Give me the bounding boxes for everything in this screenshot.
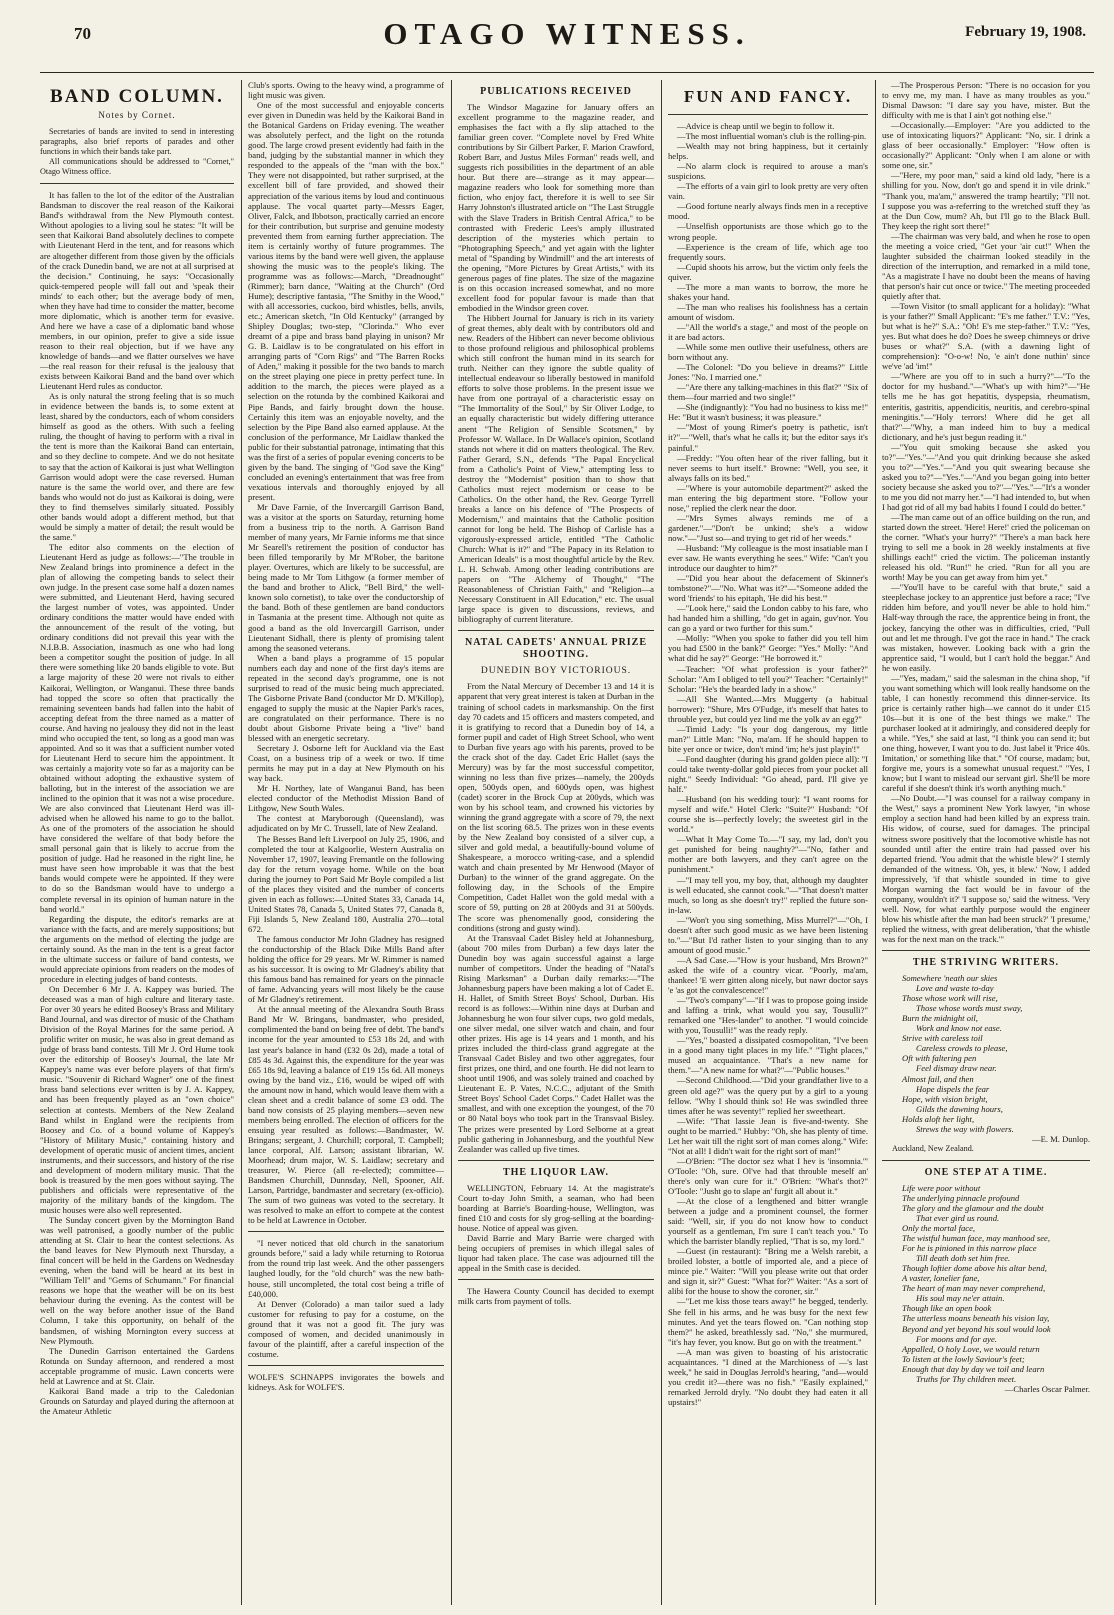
paragraph: The famous conductor Mr John Gladney has resigned the conductorship of the Black Dike Mills Band after holding the office for 29 years. Mr W. Rimmer is named as his successor. It is owing to Mr Gladney's ability that this famous band has remained for years on the pinnacle of fame. Advancing years will most likely be the cause of Mr Gladney's retirement. bbox=[248, 933, 444, 1005]
poem-line: Those whose words must sway, bbox=[916, 1003, 1023, 1014]
poem-line: The heart of man may never comprehend, bbox=[902, 1283, 1046, 1294]
joke: —"Are there any talking-machines in this flat?" "Six of them—four married and two single!" bbox=[668, 382, 868, 403]
joke: —Second Childhood.—"Did your grandfather live to a green old age?" was the query put by a girl to a young fellow. "Why I should think so! He was swindled three times after he was seventy!" replied her sweetheart. bbox=[668, 1075, 868, 1116]
joke: —A Sad Case.—"How is your husband, Mrs Brown?" asked the wife of a country vicar. "Poorly, ma'am, thankee! 'E werr gitten along nicely, but nawr doctor says 'e 'as got the convalescence!" bbox=[668, 954, 868, 996]
divider bbox=[458, 1279, 654, 1280]
newspaper-title: OTAGO WITNESS. bbox=[383, 16, 751, 51]
joke: —"Where is your automobile department?" asked the man entering the big department store. "Follow your nose," replied the clerk near the door. bbox=[668, 482, 868, 513]
joke: —Occasionally.—Employer: "Are you addicted to the use of intoxicating liquors?" Applicant: "No, sir. I drink a glass of beer occasionally." Employer: "How often is occasionally?" Applicant: "Only when I am alone or with some one, sir." bbox=[882, 120, 1090, 171]
divider bbox=[882, 1160, 1090, 1161]
column-rule bbox=[451, 80, 452, 1605]
paragraph: At the Transvaal Cadet Bisley held at Johannesburg, (about 700 miles from Durban) a few days later the Dunedin boy was again successful against a large number of competitors. Under the heading of "Natal's Rising Marksman" a Durban daily remarks:—"The Johannesburg papers have been making a lot of Cadet E. H. Hallet, of Smith Street Boys' School, Durban. His record is as follows:—Within nine days at Durban and Johannesburg he won four silver cups, two gold medals, one silver medal, one silver watch and chain, and four other prizes. His age is 14 years and 1 month, and his prizes included the third-class grand aggregate at the Transvaal Cadet Bisley and two other aggregates, four first prizes, one third, and one fourth. He did not learn to shoot until 1906, and was solely trained and coached by Lieutenant E. P. Vates, N.C.C., adjutant of the Smith Street Boys' School Cadet Corps." Cadet Hallet was the smallest, and with one exception the youngest, of the 70 or 80 Natal boys who took part in the Transvaal Bisley. The prizes were presented by Lord Selborne at a great public gathering in Johannesburg, and the youthful New Zealander was called up five times. bbox=[458, 932, 654, 1154]
joke: —Freddy: "You often hear of the river falling, but it never seems to hurt itself." Browne: "Well, you see, it always falls on its bed." bbox=[668, 452, 868, 483]
joke: —At the close of a lengthened and bitter wrangle between a judge and a prominent counsel, the former said: "Well, sir, if you do not know how to conduct yourself as a gentleman, I'm sure I can't teach you." To which the barrister blandly replied, "That is so, my lord." bbox=[668, 1196, 868, 1247]
masthead bbox=[40, 10, 1094, 73]
poem-line: Appalled, O holy Love, we would return bbox=[902, 1343, 1040, 1354]
joke: —"Yes," boasted a dissipated cosmopolitan, "I've been in a good many tight places in my life." "Tight places," mused an acquaintance. "That's a new name for them."—"A new name for what?"—"Public houses." bbox=[668, 1035, 868, 1076]
paragraph: As is only natural the strong feeling that is so much in evidence between the bands is, to some extent at least, shared by the conductors, each of whom considers himself as good as the others. With such a feeling ruling, the thought of having to perform with a rival in the tent is more than the Kaikorai Band can entertain, and so they decline to compete. And we do not hesitate to say that the action of Kaikorai is just what Wellington Garrison would adopt were the case reversed. Human nature is the same the world over, and there are few bands who would not do just as Kaikorai is doing, were they to find themselves similarly situated. Possibly other bands would adopt a different method, but that would be simply a matter of detail; the result would be the same." bbox=[40, 391, 234, 542]
columns-container bbox=[40, 80, 1094, 1605]
joke: —Advice is cheap until we begin to follow it. bbox=[677, 121, 835, 131]
column-rule bbox=[241, 80, 242, 1605]
one-step-heading: ONE STEP AT A TIME. bbox=[924, 1166, 1048, 1178]
paragraph: Mr H. Northey, late of Wanganui Band, has been elected conductor of the Methodist Mission Band of Lithgow, New South Wales. bbox=[248, 783, 444, 814]
joke: —The man came out of an office building on the run, and started down the street. 'Here! Here!' cried the policeman on the corner. "What's your hurry?" "There's a man back here trying to sell me a book in 28 weekly instalments at five shillings each!" cried the victim. The policeman instantly released his old. "Run!" he cried. "Run for all you are worth! May be you can get away from him yet." bbox=[882, 512, 1090, 583]
poem-line: Though like an open book bbox=[902, 1303, 992, 1314]
column-rule bbox=[661, 80, 662, 1605]
poem-line: Strews the way with flowers. bbox=[916, 1123, 1014, 1134]
poem-line: Somewhere 'neath our skies bbox=[902, 973, 998, 984]
joke: —The chairman was very bald, and when he rose to open the meeting a voice cried, "Get your 'air cut!" When the laughter subsided the chairman looked steadily in the direction of the interruption, and remarked in a mild tone, "As a magistrate I have no doubt been the means of having that person's hair cut once or twice." The meeting proceeded quietly after that. bbox=[882, 230, 1090, 301]
joke: —Husband: "My colleague is the most insatiable man I ever saw. He wants everything he sees." Wife: "Can't you introduce our daughter to him?" bbox=[668, 542, 868, 574]
poem-line: Though loftier dome above his altar bend, bbox=[902, 1263, 1047, 1274]
paragraph: The Sunday concert given by the Mornington Band was well patronised, a goodly number of the public attending at St. Clair to hear the contest selections. As the band leaves for New Plymouth next Thursday, a final concert will be held in the Gardens on Wednesday evening, when the band will be heard at its best in "William Tell" and "Gems of Schumann." For financial reasons we hope that the weather will be on its best behaviour during the evening. As the contest will be well on the way before another issue of the Band Column, I take this opportunity, on behalf of the bandsmen, of wishing Mornington every success at New Plymouth. bbox=[40, 1215, 234, 1346]
joke: —Fond daughter (during his grand golden piece all): "I could take twenty-dollar gold pieces from your pocket all night." Seedy Individual: "Go ahead, pard. I'll give ye half." bbox=[668, 753, 868, 795]
joke: —Experience is the cream of life, which age too frequently sours. bbox=[668, 241, 868, 262]
joke: —The Prosperous Person: "There is no occasion for you to envy me, my man. I have as many troubles as you." Dismal Dawson: "I dare say you have, mister. But the difficulty with me is that I ain't got nothing else." bbox=[882, 80, 1090, 121]
divider bbox=[458, 1160, 654, 1161]
paragraph: On December 6 Mr J. A. Kappey was buried. The deceased was a man of high culture and literary taste. For over 30 years he edited Boosey's Brass and Military Band Journal, and was director of music of the Chatham Division of the Royal Marines for the same period. A prolific writer on music, he was also in great demand as judge of brass band contests. Till Mr J. Ord Hume took over the editorship of Boosey's Journal, the late Mr Kappey's name was ever before players of that firm's music. "Souvenir di Richard Wagner" one of the finest brass band selections ever written is by J. A. Kappey, and has been frequently played as an "own choice" selection at contests. Members of the New Zealand Band whilst in England were the recipients from Boosey and Co. of a bound volume of Kappey's "History of Military Music," containing history and development of operatic music of ancient times, ancient instruments, and their successors, and history of the rise and development of modern military music. That the book is treasured by the men goes without saying. The publishers and officials were representative of the majority of the military bands of the kingdom. The music houses were also well represented. bbox=[40, 983, 234, 1215]
natal-cadets-heading: NATAL CADETS' ANNUAL PRIZE SHOOTING. bbox=[464, 637, 648, 661]
poem-line: For moons and for aye. bbox=[916, 1333, 997, 1344]
poem-line: Truths for Thy children meet. bbox=[916, 1373, 1017, 1384]
column-fun-continued bbox=[882, 80, 1090, 1605]
poem-line: To listen at the lowly Saviour's feet; bbox=[902, 1353, 1025, 1364]
poem-line: Feel dismay draw near. bbox=[916, 1063, 997, 1074]
page-number: 70 bbox=[74, 24, 91, 43]
joke: —No Doubt.—"I was counsel for a railway company in the West," says a prominent New York lawyer, "in whose employ a section hand had been killed by an express train. His widow, of course, sued for damages. The principal witness swore positively that the locomotive whistle has not sounded until after the entire train had passed over his departed friend. 'You admit that the whistle blew?' I sternly demanded of the witness. 'Oh, yes, it blew.' 'Now, I added impressively, 'if that whistle sounded in time to give Morgan warning the fact would be in favour of the company, wouldn't it?' 'I suppose so,' said the witness. 'Very well. Now, for what earthly purpose would the engineer blow his whistle after the man had been struck?' 'I presume,' replied the witness, with great deliberation, 'that the whistle was for the next man on the track.'" bbox=[882, 793, 1090, 944]
poem-line: Till death doth set him free. bbox=[916, 1253, 1011, 1264]
joke: —"All the world's a stage," and most of the people on it are bad actors. bbox=[668, 321, 868, 342]
paragraph: Secretary J. Osborne left for Auckland via the East Coast, on a business trip of a week or two. If time permits he may put in a day at New Plymouth on his way back. bbox=[248, 743, 444, 784]
joke: —Unselfish opportunists are those which go to the wrong people. bbox=[668, 221, 868, 242]
joke: —No alarm clock is required to arouse a man's suspicions. bbox=[668, 161, 868, 182]
joke: —Teacher: "Of what profession is your father?" Scholar: "Am I obliged to tell you?" Teacher: "Certainly!" Scholar: "He's the bearded lady in a show." bbox=[668, 663, 868, 694]
poem-line: Oft with faltering pen bbox=[902, 1053, 977, 1064]
band-intro: Secretaries of bands are invited to send in interesting paragraphs, also brief reports of parades and other functions in which their bands take part. bbox=[40, 127, 234, 157]
column-publications bbox=[458, 80, 654, 1605]
joke: —Wife: "That lassie Jean is five-and-twenty. She ought to be married." Hubby: "Oh, she has plenty of time. Let her wait till the right sort of man comes along." Wife: "Not at all! I didn't wait for the right sort of man!" bbox=[668, 1115, 868, 1156]
joke: —Timid Lady: "Is your dog dangerous, my little man?" Little Man: "No, ma'am. If he should happen to bite yer once or twice, don't mind 'im; he's just playin'!" bbox=[668, 723, 868, 754]
joke: —Husband (on his wedding tour): "I want rooms for myself and wife." Hotel Clerk: "Suite?" Husband: "Of course she is—perfectly lovely; the sweetest girl in the world." bbox=[668, 794, 868, 835]
poem-line: Holds aloft her light, bbox=[902, 1113, 975, 1124]
fun-and-fancy-heading: FUN AND FANCY. bbox=[683, 87, 853, 106]
advertisement: WOLFE'S SCHNAPPS invigorates the bowels and kidneys. Ask for WOLFE'S. bbox=[248, 1371, 444, 1392]
poem-line: Gilds the dawning hours, bbox=[916, 1103, 1003, 1114]
paragraph: Mr Dave Farnie, of the Invercargill Garrison Band, was a visitor at the sports on Saturday, returning home from a business trip to the north. A Garrison Band member of many years, Mr Farnie informs me that since Mr Searell's retirement the position of conductor has been filled temporarily by Mr M'Rober, the baritone player. Overtures, which are likely to be successful, are being made to Mr Tom Lithgow (a former member of the band and brother to Alick, "Bell Bird," the well-known solo cornetist), to take over the conductorship of the band. Both of these gentlemen are band conductors in Tasmania at the present time. Although not quite as good a band as the old Invercargill Garrison, under Lieutenant Sidhall, there is plenty of promising talent among the seasoned veterans. bbox=[248, 501, 444, 653]
joke: —Wealth may not bring happiness, but it certainly helps. bbox=[668, 141, 868, 162]
paragraph: The contest at Maryborough (Queensland), was adjudicated on by Mr C. Trussell, late of New Zealand. bbox=[248, 813, 444, 834]
poem-place: Auckland, New Zealand. bbox=[892, 1143, 974, 1153]
joke: —Good fortune nearly always finds men in a receptive mood. bbox=[668, 201, 868, 222]
joke: —Molly: "When you spoke to father did you tell him you had £500 in the bank?" George: "Yes." Molly: "And what did he say?" George: "He borrowed it." bbox=[668, 633, 868, 664]
joke: —"Look here," said the London cabby to his fare, who had handed him a shilling, "do get in again, guv'nor. You can go a yard or two further for this sum." bbox=[668, 603, 868, 634]
paragraph: The Hibbert Journal for January is rich in its variety of great themes, ably dealt with by contributors old and new. Readers of the Hibbert can never become oblivious to those profound religious and philosophical problems which still confront the human mind in its search for truth. Neither can they ignore the subtle quality of intellectual endeavour so liberally bestowed in manifold efforts to solve those problems. In the present issue we have from one portrayal of a characteristic essay on "The Immortality of the Soul," by Sir Oliver Lodge, to an equally characteristic but widely differing utterance anent "The Religion of Sensible Scotsmen," by Professor W. Wallace. In Dr Wallace's opinion, Scotland stands not where it did on matters theological. The Rev. Father Gerard, S.N., defends "The Papal Encyclical from a Catholic's Point of View," attempting less to destroy the "Modernist" position than to show that Catholics must reject modernism or cease to be Catholics. On the other hand, the Rev. George Tyrrell breaks a lance on his defence of "The Prospects of Modernism," and maintains that the Catholic position cannot for long be held. The Bishop of Carlisle has a vigorously-expressed article, entitled "The Catholic Church: What is it?" and "The Papacy in its Relation to American Ideals" is a most thoughtful article by the Rev. L. H. Schwab. Among other leading contributions are papers on "The Alchemy of Thought," "The Reasonableness of Christian Faith," and "Religion—a Necessary Constituent in All Education," etc. The usual large space is given to discussions, reviews, and bibliography of current literature. bbox=[458, 312, 654, 625]
paragraph: The Dunedin Garrison entertained the Gardens Rotunda on Sunday afternoon, and rendered a most acceptable programme of music. Lawn concerts were held at Lawrence and at St. Clair. bbox=[40, 1345, 234, 1386]
joke: —"Two's company"—"If I was to propose going inside and laffing a trink, what would you say, Tousulli?" remarked one "Hes-lander" to another. "I would coincide with you, Tousulli!" was the ready reply. bbox=[668, 995, 868, 1036]
paragraph: Regarding the dispute, the editor's remarks are at variance with the facts, and are merely suppositions; but the arguments on the method of electing the judge are certainly sound. As the man in the tent is a great factor in the ultimate success or failure of band contests, we would appreciate opinions from readers on the modes of procedure in electing judges of band contests. bbox=[40, 913, 234, 984]
paragraph: The Hawera County Council has decided to exempt milk carts from payment of tolls. bbox=[458, 1286, 654, 1307]
joke: —The more a man wants to borrow, the more he shakes your hand. bbox=[668, 281, 868, 302]
band-intro-2: All communications should be addressed to "Cornet," Otago Witness office. bbox=[40, 157, 234, 177]
poem-line: The underlying pinnacle profound bbox=[902, 1192, 1020, 1203]
joke: —She (indignantly): "You had no business to kiss me!" He: "But it wasn't business; it was pleasure." bbox=[668, 402, 868, 423]
joke: —"I may tell you, my boy, that, although my daughter is well educated, she cannot cook."—"That doesn't matter much, so long as she doesn't try!" replied the future son-in-law. bbox=[668, 874, 868, 915]
poem-line: The utterless moans beneath his vision lay, bbox=[902, 1313, 1050, 1324]
joke: —"Yes, madam," said the salesman in the china shop, "if you want something which will look really handsome on the table, I can honestly recommend this dinner-service. Its price is certainly rather high—we cannot do it under £15 10s—but it is one of the best things we make." The purchaser looked at it admiringly, and considered deeply for a while. "Yes," she said at last, "I think you can send it; but one thing, however, I want you to do. Just label it 'Price 40s. Imitation,' or something like that." "Of course, madam; but, forgive me, yours is a somewhat unusual request." "Yes, I know; but I want to mislead our servant girl. She'll be more careful if she doesn't think it's worth anything much." bbox=[882, 672, 1090, 794]
joke: —"Most of young Rimer's poetry is pathetic, isn't it?"—"Well, that's what he calls it; but the editor says it's painful." bbox=[668, 422, 868, 453]
paragraph: WELLINGTON, February 14. At the magistrate's Court to-day John Smith, a seaman, who had been boarding at Barrie's Boarding-house, Wellington, was fined £10 and costs for sly grog-selling at the boarding-house. Notice of appeal was given. bbox=[458, 1182, 654, 1233]
paragraph: At Denver (Colorado) a man tailor sued a lady customer for refusing to pay for a costume, on the ground that it was not a good fit. The jury was composed of women, and decided unanimously in favour of the plaintiff, after a careful inspection of the costume. bbox=[248, 1298, 444, 1359]
paragraph: Kaikorai Band made a trip to the Caledonian Grounds on Saturday and played during the afternoon at the Amateur Athletic bbox=[40, 1385, 234, 1416]
natal-cadets-subheading: DUNEDIN BOY VICTORIOUS. bbox=[480, 666, 632, 677]
joke: —Town Visitor (to small applicant for a holiday): "What is your father?" Small Applicant: "E's me father." T.V.: "Yes, but what is he?" S.A.: "Oh! E's me step-father." T.V.: "Yes, yes. But what does he do? Does he sweep chimneys or drive buses or what?" S.A. (with a dawning light of comprehension): "O-o-w! No, 'e ain't done nuthin' since we've 'ad 'im!" bbox=[882, 301, 1090, 372]
joke: —While some men outlive their usefulness, others are born without any. bbox=[668, 342, 868, 363]
joke: —"Did you hear about the defacement of Skinner's tombstone?"—"No. What was it?"—"Someone added the word 'friends' to his epitaph, 'He did his best.'" bbox=[668, 573, 868, 604]
paragraph: "I never noticed that old church in the sanatorium grounds before," said a lady while returning to Rotorua from the round trip last week. And the other passengers laughed loudly, for the "old church" was the new bath-house, still uncompleted, the total cost being a trifle of £40,000. bbox=[248, 1238, 444, 1299]
joke: —"Mrs Symes always reminds me of a gardener."—"Don't be unkind; she's a widow now."—"Just so—and trying to get rid of her weeds." bbox=[668, 512, 868, 543]
divider bbox=[668, 114, 868, 115]
poem-line: Hope dispels the fear bbox=[916, 1083, 990, 1094]
joke: —O'Brien: "The doctor sez what I hev is 'insomnia.'" O'Toole: "Oh, sure. Ol've had that throuble meself an' there's only wan cure for it." O'Brien: "What's thot?" O'Toole: "Jusht go to slape an' furgit all about it." bbox=[668, 1155, 868, 1196]
joke: —"You quit smoking because she asked you to?"—"Yes."—"And you quit drinking because she asked you to?"—"Yes."—"And you quit swearing because she asked you to?"—"Yes."—"And you began going into better society because she asked you to?"—"Yes."—"It's a wonder to me you did not marry her."—"I had intended to, but when I had got rid of all my bad habits I found I could do better." bbox=[882, 441, 1090, 512]
column-band bbox=[40, 80, 234, 1605]
paragraph: From the Natal Mercury of December 13 and 14 it is apparent that very great interest is taken at Durban in the training of school cadets in marksmanship. On the first day 70 cadets and 15 officers and masters competed, and it is gratifying to record that a Dunedin boy of 14, a former pupil and cadet of High Street School, who went to Durban five years ago with his parents, proved to be the crack shot of the day. Cadet Eric Hallet (says the Mercury) was by far the most successful competitor, winning no less than five prizes—namely, the 200yds open, 500yds open, and 600yds open, was highest (cadet) scorer in the Brock Cup at 200yds, which was won by his school team, and crowned his victories by winning the grand aggregate with a score of 79, the next on the list scoring 68.5. The prizes won in these events by the New Zealand boy consisted of a silver cup, a silver and gold medal, a beautifully-bound volume of Shakespeare, a morocco writing-case, and a splendid watch and chain presented by Mr Henwood (Mayor of Durban) to the winner of the grand aggregate. On the following day, in the Schools of the Empire Competition, Cadet Hallet won the gold medal with a score of 59, putting on 28 at 200yds and 31 at 500yds. The score was phenomenally good, considering the conditions (strong and gusty wind). bbox=[458, 681, 654, 933]
column-fun-and-fancy bbox=[668, 80, 868, 1605]
liquor-law-heading: THE LIQUOR LAW. bbox=[502, 1166, 610, 1178]
paragraph: When a band plays a programme of 15 popular numbers each day and none of the first day's items are repeated in the second day's programme, one is not surprised to read of the music being much appreciated. The Gisborne Private Band (conductor Mr D. M'Killop), engaged to supply the music at the Napier Park's races, are congratulated on their performance. There is no doubt about Gisborne Private being a "live" band blessed with an energetic secretary. bbox=[248, 652, 444, 744]
poem-line: That ever gird us round. bbox=[916, 1213, 1000, 1224]
band-column-heading: BAND COLUMN. bbox=[50, 86, 224, 107]
poem-signature: —Charles Oscar Palmer. bbox=[1004, 1383, 1090, 1394]
column-rule bbox=[875, 80, 876, 1605]
paragraph: It has fallen to the lot of the editor of the Australian Bandsman to discover the real reason of the Kaikorai Band's withdrawal from the New Plymouth contest. Without apologies to a living soul he states: "It will be seen that Kaikorai Band absolutely declines to compete with Lieutenant Herd in the tent, and for reasons which are altogether different from those given by the officials of the crack Dunedin band, we are not at all surprised at the decision." Continuing, he says: "Occasionally quick-tempered people will fall out and 'speak their minds' to each other; but the average body of men, when they have had time to consider the matter, become more diplomatic, which is another term for evasive. And here we have a case of a diplomatic band whose members, in our opinion, prefer to give a side issue reason to their real objection, but if we have any knowledge of bands—and we flatter ourselves we have—the real reason for their refusal is the jealousy that exists between Kaikorai Band and the band over which Lieutenant Herd rules as conductor. bbox=[40, 190, 234, 392]
paragraph: David Barrie and Mary Barrie were charged with being occupiers of premises in which illegal sales of liquor had taken place. The case was adjourned till the appeal in the Smith case is decided. bbox=[458, 1232, 654, 1274]
joke: —Guest (in restaurant): "Bring me a Welsh rarebit, a broiled lobster, a bottle of imported ale, and a piece of mince pie." Waiter: "Will you please write out that order and sign it, sir?" Guest: "What for?" Waiter: "As a sort of alibi for the house to show the coroner, sir." bbox=[668, 1246, 868, 1297]
joke: —The most influential woman's club is the rolling-pin. bbox=[677, 131, 867, 142]
poem-line: Burn the midnight oil, bbox=[902, 1013, 978, 1024]
divider bbox=[458, 630, 654, 631]
joke: —The Colonel: "Do you believe in dreams?" Little Jones: "No. I married one." bbox=[668, 362, 868, 383]
joke: —The man who realises his foolishness has a certain amount of wisdom. bbox=[668, 301, 868, 322]
publications-heading: PUBLICATIONS RECEIVED bbox=[480, 86, 632, 97]
joke: —"Where are you off to in such a hurry?"—"To the doctor for my husband."—"What's up with him?"—"He tells me he has got hepatitis, dyspepsia, rheumatism, enteritis, gastritis, appendicitis, neuritis, and cerebro-spinal meningitis."—"Holy terrors! Where did he get all that?"—"Why, a man indeed him to buy a medical dictionary, and he's just begun reading it." bbox=[882, 371, 1090, 442]
poem-line: Careless crowds to please, bbox=[916, 1043, 1008, 1054]
divider bbox=[248, 1231, 444, 1232]
poem-line: Life were poor without bbox=[902, 1182, 981, 1193]
poem-line: Enough that day by day we toil and learn bbox=[902, 1363, 1045, 1374]
paragraph: The editor also comments on the election of Lieutenant Herd as judge as follows:—"The trouble in New Zealand brings into prominence a defect in the plan of allowing the competing bands to select their own judge. In the present case some half a dozen names were submitted, and Lieutenant Herd, having secured the largest number of votes, was appointed. Under ordinary conditions the matter would have ended with the announcement of the result of the voting, but ordinary conditions did not prevail this year with the N.I.B.B. Association, inasmuch as one who had long been a competitor sought the position of judge. In all there were something like 20 bands eligible to vote. But a large majority of these 20 were not rivals to either Kaikorai, Wellington, or Wanganui. These three bands had topped the score so often that practically the remaining seventeen bands had fallen into the habit of accepting defeat from the three named as a matter of course. And having no jealousy they did not in the least mind who occupied the tent, so long as a good man was appointed. And so it was that a sufficient number voted for Lieutenant Herd to secure him the appointment. It was certainly a majority vote so far as a majority can be obtained without adopting the exhaustive system of balloting, but in the interest of the association we are inclined to the opinion that it was not a wise procedure. We are also convinced that Lieutenant Herd was ill-advised when he allowed his name to go to the ballot. As one of the promoters of the association he should have considered the welfare of that body before the small personal gain that is likely to accrue from the position of judge. Had he reasoned in the right line, he must have seen how improbable it was that the best bands would compete were he appointed. If they were to do so the Bandsman would have to undergo a complete reversal in its opinion of human nature in the band world." bbox=[40, 541, 234, 914]
joke: —"Won't you sing something, Miss Murrel?"—"Oh, I doesn't after such good music as we have been listening to."—"But I'd rather listen to your singing than to any amount of good music." bbox=[668, 914, 868, 955]
band-column-byline: Notes by Cornet. bbox=[98, 110, 176, 120]
column-band-continued bbox=[248, 80, 444, 1605]
poem-line: For he is pinioned in this narrow place bbox=[902, 1243, 1037, 1254]
poem-line: Those whose work will rise, bbox=[902, 993, 998, 1004]
poem-line: The wistful human face, may manhood see, bbox=[902, 1233, 1050, 1244]
poem-line: His soul may ne'er attain. bbox=[916, 1293, 1005, 1304]
poem-line: Beyond and yet beyond his soul would look bbox=[902, 1323, 1051, 1334]
joke: —The efforts of a vain girl to look pretty are very often vain. bbox=[668, 181, 868, 202]
divider bbox=[40, 183, 234, 184]
poem-line: Hope, with vision bright, bbox=[902, 1093, 988, 1104]
poem-line: Love and waste to-day bbox=[916, 983, 994, 994]
divider bbox=[882, 950, 1090, 951]
joke: —"Let me kiss those tears away!" he begged, tenderly. She fell in his arms, and he was busy for the next few minutes. And yet the tears flowed on. "Can nothing stop them?" he asked, breathlessly sad. "No," she murmured, "it's hay fever, you know. But go on with the treatment." bbox=[668, 1296, 868, 1347]
poem-line: Work and know not ease. bbox=[916, 1023, 1002, 1034]
poem-line: The glory and the glamour and the doubt bbox=[902, 1202, 1044, 1213]
joke: —All She Wanted.—Mrs Muggerty (a habitual borrower): "Shure, Mrs O'Fudge, it's meself that hates to throuble yez, but could yez lind me the yolk av an egg?" bbox=[668, 693, 868, 724]
paragraph: One of the most successful and enjoyable concerts ever given in Dunedin was held by the Kaikorai Band in the Botanical Gardens on Friday evening. The weather was absolutely perfect, and the light on the rotunda good. The large crowd present evidently had faith in the band, judging by the substantial manner in which they responded to the appeals of the "man with the box." They were not disappointed, but rather surprised, at the excellent bill of fare provided, and showed their appreciation of the various items by loud and continuous applause. The vocal quartet party—Messrs Eager, Oliver, Falck, and Ibbotson, practically carried an encore for their contribution, but surprise and genuine modesty prevented them from earning further appreciation. The item is certainly worthy of future programmes. The various items by the band were well given, the applause showing the music was to the people's liking. The programme was as follows:—March, "Dreadnought" (Rimmer); barn dance, "Waiting at the Church" (Ord Hume); descriptive fantasia, "The Smithy in the Wood," with all accessories, cuckoo, bird whistles, bells, anvils, etc.; American sketch, "In Old Kentucky" (arranged by Shipley Douglas; two-step, "Clorinda." Who ever dreamt of a pipe and brass band playing in unison? Mr G. B. Laidlaw is to be congratulated on his effort in arranging parts of "Corn Rigs" and "The Barren Rocks of Aden," making it possible for the two bands to march on the street playing one piece in pretty perfect tune. In addition to the march, the pieces were played as a selection on the rotunda by the combined Kaikorai and Pipe Bands, and fairly brought down the house. Certainly this item was an enjoyable novelty, and the selection by the Pipe Band also earned applause. At the conclusion of the performance, Mr Laidlaw thanked the public for their substantial patronage, intimating that this was the first of a series of popular evening concerts to be given by the band. The singing of "God save the King" concluded an evening's entertainment that was free from vexatious intervals and thoroughly enjoyed by all present. bbox=[248, 100, 444, 502]
joke: —What It May Come To.—"I say, my lad, don't you get punished for being naughty?"—"No, father and mother are both lawyers, and they can't agree on the punishment." bbox=[668, 834, 868, 875]
poem-line: Almost fail, and then bbox=[902, 1073, 974, 1084]
one-step-poem bbox=[882, 1183, 1090, 1384]
joke: —"Here, my poor man," said a kind old lady, "here is a shilling for you. Now, don't go and spend it in vile drink." "Thank you, ma'am," answered the tramp heartily; "I'll not. I suppose you was a-referring to the wretched stuff they 'as at the Dun Cow, mum? Ah, but I'll go to the Black Bull. They keep the right sort there!" bbox=[882, 170, 1090, 231]
issue-date: February 19, 1908. bbox=[965, 24, 1086, 40]
joke: —Cupid shoots his arrow, but the victim only feels the quiver. bbox=[668, 261, 868, 282]
poem-line: Only the mortal face, bbox=[902, 1223, 976, 1234]
paragraph: Club's sports. Owing to the heavy wind, a programme of light music was given. bbox=[248, 80, 444, 101]
poem-line: A vaster, lonelier fane, bbox=[902, 1273, 980, 1284]
divider bbox=[248, 1365, 444, 1366]
striving-writers-heading: THE STRIVING WRITERS. bbox=[912, 957, 1060, 969]
striving-writers-poem bbox=[882, 973, 1090, 1134]
poem-line: Strive with careless toil bbox=[902, 1033, 983, 1044]
paragraph: The Besses Band left Liverpool on July 25, 1906, and completed the tour at Kalgoorlie, Western Australia on November 17, 1907, leaving Fremantle on the following day for the return voyage home. While on the boat during the journey to Port Said Mr Boyle compiled a list of the places they visited and the number of concerts given in each as follows:—United States 33, Canada 14, United States 78, Canada 5, United States 77, Canada 8, Fiji Islands 5, New Zealand 180, Australia 270—total 672. bbox=[248, 833, 444, 934]
joke: —A man was given to boasting of his aristocratic acquaintances. "I dined at the Marchioness of —'s last week," he said in Douglas Jerrold's hearing, "and—would you credit it?—there was no fish." "Easily explained," remarked Jerrold dryly. "No doubt they had eaten it all upstairs!" bbox=[668, 1346, 868, 1407]
paragraph: The Windsor Magazine for January offers an excellent programme to the magazine reader, and emphasises the fact with a fly slip attached to the familiar green cover. "Complete novel by Fred White contributions by Sir Gilbert Parker, F. Marion Crawford, Robert Barr, and Justus Miles Forman" reads well, and suggests rich possibilities in the department of an able hour. But there are—strange as it may appear—magazine readers who look for something more than fiction, who enjoy fact, therefore it is well to see Sir Harry Johnston's illustrated article on "The Last Struggle with the Slave Traders in British Central Africa," to be contrasted with Frederic Lees's amply illustrated description of the mysteries which pertain to "Photographing Speech," and yet again with the lighter metal of "Spanding by Windmill" and the art interests of the opening, "More Pictures by Great Artists," with its generous pages of fine plates. The size of the magazine is on this occasion increased somewhat, and no more excellent food for popular favour is made than that embodied in the Windsor green cover. bbox=[458, 102, 654, 313]
poem-signature: —E. M. Dunlop. bbox=[1031, 1133, 1090, 1144]
paragraph: At the annual meeting of the Alexandra South Brass Band Mr W. Bringans, bandmaster, who presided, complimented the band on being free of debt. The band's income for the year amounted to £53 18s 2d, and with last year's balance in hand (£32 0s 2d), made a total of £85 4s 3d. Against this, the expenditure for the year was £65 18s 9d, leaving a balance of £19 15s 6d. All moneys owing by the band viz., £16, would be wiped off with the amount now in hand, which would leave them with a clean sheet and a credit balance of some £3 odd. The band now consists of 25 playing members—seven new members being enrolled. The election of officers for the ensuing year resulted as follows:—Bandmaster, W. Bringans; sergeant, J. Churchill; corporal, T. Campbell; lance corporal, Alf. Larson; assistant librarian, W. Moorhead; drum major, W. S. Laidlaw; secretary and treasurer, W. Pierce (all re-elected); committee—Bandsmen Churchill, Dunnsday, Nell, Spooner, Alf. Larson, Partridge, bandmaster and secretary (ex-officio). The sum of two guineas was voted to the secretary. It was resolved to make an effort to compete at the contest to be held at Lawrence in October. bbox=[248, 1004, 444, 1226]
joke: —"You'll have to be careful with that brute," said a steeplechase jockey to an apprentice just before a race; "I've ridden him before, and you'll never be able to hold him." Half-way through the race, the apprentice being in front, the jockey, fancying the other was in difficulties, cried, "Pull out and let me through. I've got the race in hand." The crack was mistaken, however. Looking back with a grin the apprentice said, "I would, but I can't hold the beggar." And he won easily. bbox=[882, 582, 1090, 673]
